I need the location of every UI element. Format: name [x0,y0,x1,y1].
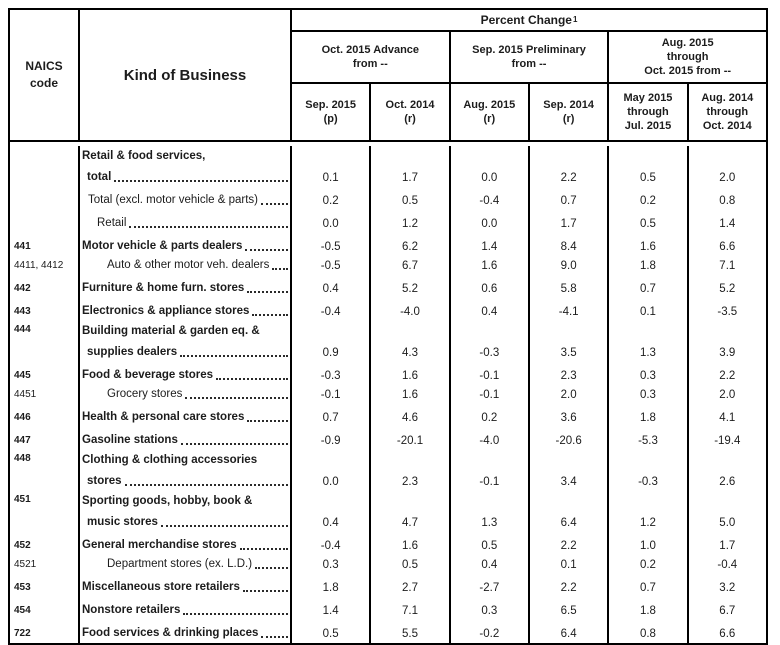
kind-of-business-cell [80,146,292,187]
group-line: Oct. 2015 Advance [321,44,420,56]
value-cell: 0.1 [292,146,371,187]
table-row [10,233,766,256]
value-cell: 9.0 [530,256,609,275]
value-cell: -0.9 [292,427,371,450]
value-cell: 1.0 [609,532,688,555]
column-line: (r) [483,113,496,125]
dot-leader [161,525,288,527]
kind-of-business-cell [80,256,292,275]
column-line: May 2015 [623,92,673,104]
table-row [10,404,766,427]
column-group-row [292,32,766,82]
column-header-oct-2014-r [371,84,450,140]
dot-leader [129,226,288,228]
value-cell: 0.4 [292,491,371,532]
value-cell: -0.4 [292,298,371,321]
column-header-sep-2015-p [292,84,371,140]
label-text: Gasoline stations [82,434,178,446]
group-line: from -- [511,58,547,70]
value-cell: -0.3 [609,450,688,491]
value-cell: -0.3 [451,321,530,362]
dot-leader [255,567,288,569]
value-cell: 1.6 [371,362,450,385]
value-cell: 0.0 [451,210,530,233]
kind-of-business-header [80,10,292,140]
table-row [10,321,766,362]
value-cell: 6.6 [719,241,736,253]
value-cell: 6.4 [530,620,609,643]
label-line [82,282,289,295]
label-line [82,604,289,617]
value-cell: 1.6 [609,233,688,256]
naics-code-cell: 443 [10,298,80,321]
value-cell: 1.8 [609,597,688,620]
value-cell: 0.8 [719,195,736,207]
percent-change-text: Percent Change [480,13,572,27]
value-cell: -4.1 [530,298,609,321]
value-cell: 0.1 [530,555,609,574]
table-row [10,210,766,233]
value-cell: 0.5 [292,620,371,643]
column-line: (p) [323,113,338,125]
value-cell: 0.3 [609,362,688,385]
value-cell: 2.2 [530,574,609,597]
value-cell: 2.0 [719,172,736,184]
value-cell: 0.4 [451,555,530,574]
value-cell: 0.9 [292,321,371,362]
label-text: Grocery stores [107,388,183,400]
value-cell: 4.7 [371,491,450,532]
column-header-sep-2014-r [530,84,609,140]
value-cell: -0.5 [292,256,371,275]
value-cell: 4.6 [371,404,450,427]
value-cell: 5.2 [719,283,736,295]
label-line [82,539,289,552]
label-text: Nonstore retailers [82,604,181,616]
kind-of-business-cell [80,597,292,620]
value-cell: 0.0 [292,210,371,233]
value-cell: -4.0 [451,427,530,450]
value-cell: 1.4 [292,597,371,620]
kind-of-business-cell [80,450,292,491]
column-line: through [706,106,749,118]
value-cell: 6.6 [719,628,736,640]
column-line: Sep. 2015 [305,99,357,111]
value-cell: 0.0 [292,450,371,491]
label-line [82,171,289,184]
label-text: Miscellaneous store retailers [82,581,240,593]
value-cell: -19.4 [714,435,741,447]
dot-leader [125,484,288,486]
dot-leader [183,613,288,615]
label-line [82,581,289,594]
value-cell: 2.3 [371,450,450,491]
table-row [10,256,766,275]
value-cell: 6.5 [530,597,609,620]
value-cell: 3.5 [530,321,609,362]
table-row [10,385,766,404]
kind-of-business-cell [80,233,292,256]
dot-leader [252,314,288,316]
label-line [82,388,289,401]
value-cell: 5.8 [530,275,609,298]
label-text: Health & personal care stores [82,411,245,423]
naics-code-cell: 451 [10,491,80,532]
table-row [10,275,766,298]
column-line: (r) [404,113,416,125]
label-text: Total (excl. motor vehicle & parts) [88,194,259,206]
label-text: total [87,171,112,183]
dot-leader [247,420,288,422]
value-cell: 0.5 [371,187,450,210]
label-line [82,516,289,529]
label-text: General merchandise stores [82,539,237,551]
label-text: Motor vehicle & parts dealers [82,240,243,252]
label-line [82,346,289,359]
value-cell: 7.1 [371,597,450,620]
value-cell: 1.4 [719,218,736,230]
label-line [82,240,289,253]
value-cell: -0.4 [292,532,371,555]
value-cell: 4.1 [719,412,736,424]
dot-leader [240,548,288,550]
value-cell: -0.4 [451,187,530,210]
kind-of-business-cell [80,321,292,362]
percent-change-table [8,8,768,645]
value-cell: 6.7 [371,256,450,275]
column-line: Jul. 2015 [624,120,672,132]
label-line [82,434,289,447]
value-cell: 7.1 [719,260,736,272]
label-text: Furniture & home furn. stores [82,282,245,294]
value-cell: 0.4 [292,275,371,298]
label-line [82,305,289,318]
value-cell: 8.4 [530,233,609,256]
label-text: Sporting goods, hobby, book & [82,495,253,507]
label-line [82,495,289,508]
label-line [82,558,289,571]
dot-leader [180,355,288,357]
value-cell: 0.7 [292,404,371,427]
label-text: Retail & food services, [82,150,206,162]
value-cell: 5.5 [371,620,450,643]
value-cell: 2.6 [719,476,736,488]
label-line [82,411,289,424]
label-text: supplies dealers [87,346,178,358]
naics-code-cell: 444 [10,321,80,362]
value-cell: 0.7 [609,275,688,298]
value-cell: 1.6 [371,532,450,555]
naics-code-header [10,10,80,140]
group-line: Sep. 2015 Preliminary [472,44,586,56]
table-row [10,362,766,385]
dot-leader [261,636,288,638]
kind-of-business-cell [80,404,292,427]
value-cell: 2.2 [530,146,609,187]
kind-of-business-cell [80,298,292,321]
table-header [10,10,766,142]
value-cell: -2.7 [451,574,530,597]
naics-code-cell: 445 [10,362,80,385]
naics-code-cell: 441 [10,233,80,256]
table-row [10,298,766,321]
column-line: Oct. 2014 [385,99,435,111]
value-cell: 0.5 [609,210,688,233]
value-cell: 3.2 [719,582,736,594]
table-row [10,450,766,491]
label-line [82,150,289,163]
value-cell: 0.7 [530,187,609,210]
dot-leader [216,378,288,380]
column-header-may-jul-2015 [609,84,688,140]
table-row [10,555,766,574]
value-cell: 0.2 [292,187,371,210]
column-line: Oct. 2014 [702,120,752,132]
value-cell: 2.0 [530,385,609,404]
label-line [82,217,289,230]
value-cell: -5.3 [609,427,688,450]
value-cell: 2.3 [530,362,609,385]
column-line: through [627,106,669,118]
value-cell: 0.7 [609,574,688,597]
value-cell: 1.2 [609,491,688,532]
value-cell: -20.6 [530,427,609,450]
dot-leader [185,397,288,399]
value-cell: 0.2 [609,555,688,574]
column-header-aug-oct-2014 [689,84,766,140]
column-header-aug-2015-r [451,84,530,140]
value-cell: 0.4 [451,298,530,321]
kind-of-business-cell [80,574,292,597]
label-line [82,194,289,207]
value-cell: -0.2 [451,620,530,643]
naics-code-cell: 722 [10,620,80,643]
kind-of-business-cell [80,275,292,298]
value-cell: -0.3 [292,362,371,385]
table-row [10,187,766,210]
value-cell: 5.2 [371,275,450,298]
label-line [82,627,289,640]
value-cell: -0.4 [717,559,738,571]
naics-code-cell: 442 [10,275,80,298]
value-cell: -3.5 [717,306,738,318]
naics-code-cell: 453 [10,574,80,597]
value-cell: 2.2 [719,370,736,382]
dot-leader [181,443,288,445]
naics-code-cell: 452 [10,532,80,555]
dot-leader [243,590,288,592]
label-text: stores [87,475,122,487]
label-text: Food & beverage stores [82,369,214,381]
label-text: Retail [97,217,127,229]
naics-code-cell: 447 [10,427,80,450]
dot-leader [245,249,288,251]
group-line: Oct. 2015 from -- [644,65,732,77]
value-cell: 0.1 [609,298,688,321]
label-line [82,259,289,272]
naics-code-cell: 4451 [10,385,80,404]
value-cell: 0.2 [451,404,530,427]
value-cell: -4.0 [371,298,450,321]
group-line: Aug. 2015 [661,37,714,49]
kind-of-business-cell [80,532,292,555]
value-cell: 6.7 [719,605,736,617]
value-cell: 1.6 [451,256,530,275]
value-cell: -20.1 [371,427,450,450]
group-header-oct-advance [292,32,451,82]
dot-leader [261,203,288,205]
table-row [10,532,766,555]
table-row [10,427,766,450]
value-cell: 0.0 [451,146,530,187]
value-cell: 2.0 [719,389,736,401]
value-cell: 5.0 [719,517,736,529]
table-row [10,146,766,187]
value-cell: 1.2 [371,210,450,233]
naics-code-cell [10,146,80,187]
group-line: through [666,51,709,63]
kind-of-business-cell [80,427,292,450]
table-row [10,597,766,620]
label-text: Auto & other motor veh. dealers [107,259,270,271]
column-line: Sep. 2014 [543,99,595,111]
column-header-row [292,82,766,140]
label-text: Food services & drinking places [82,627,259,639]
value-cell: 1.8 [609,404,688,427]
kind-of-business-cell [80,385,292,404]
value-cell: 3.9 [719,347,736,359]
value-cell: 3.4 [530,450,609,491]
naics-header-line2: code [29,76,58,90]
value-cell: 3.6 [530,404,609,427]
value-cell: 1.8 [609,256,688,275]
table-row [10,491,766,532]
naics-code-cell [10,187,80,210]
label-line [82,325,289,338]
value-cell: 2.7 [371,574,450,597]
label-text: Electronics & appliance stores [82,305,250,317]
value-cell: -0.1 [451,362,530,385]
value-cell: 1.7 [371,146,450,187]
naics-code-cell: 454 [10,597,80,620]
naics-header-line1: NAICS [25,59,63,73]
value-cell: 0.6 [451,275,530,298]
kind-of-business-cell [80,555,292,574]
value-cell: 1.6 [371,385,450,404]
value-cell: 6.4 [530,491,609,532]
table-row [10,574,766,597]
label-line [82,454,289,467]
naics-code-cell: 4411, 4412 [10,256,80,275]
label-text: Department stores (ex. L.D.) [107,558,253,570]
value-cell: -0.1 [451,385,530,404]
naics-code-cell: 446 [10,404,80,427]
value-cell: 0.3 [292,555,371,574]
percent-change-title: Percent Change 1 [292,10,766,32]
percent-change-section [292,10,766,140]
kind-of-business-cell [80,491,292,532]
group-line: from -- [352,58,388,70]
table-body [10,142,766,643]
value-cell: 0.5 [609,146,688,187]
label-line [82,475,289,488]
column-line: Aug. 2015 [463,99,516,111]
column-line: Aug. 2014 [701,92,754,104]
value-cell: 2.2 [530,532,609,555]
label-text: Clothing & clothing accessories [82,454,258,466]
value-cell: 0.3 [451,597,530,620]
label-line [82,369,289,382]
value-cell: 6.2 [371,233,450,256]
value-cell: 1.4 [451,233,530,256]
dot-leader [114,180,288,182]
kind-of-business-cell [80,210,292,233]
value-cell: 1.7 [719,540,736,552]
value-cell: 0.2 [609,187,688,210]
group-header-aug-through-oct [609,32,766,82]
value-cell: 0.5 [451,532,530,555]
value-cell: 0.5 [371,555,450,574]
naics-code-cell: 4521 [10,555,80,574]
kind-of-business-cell [80,362,292,385]
value-cell: 0.3 [609,385,688,404]
kind-of-business-cell [80,187,292,210]
naics-code-cell: 448 [10,450,80,491]
value-cell: -0.1 [451,450,530,491]
dot-leader [247,291,288,293]
value-cell: -0.1 [292,385,371,404]
value-cell: -0.5 [292,233,371,256]
value-cell: 1.8 [292,574,371,597]
value-cell: 1.7 [530,210,609,233]
dot-leader [272,268,288,270]
column-line: (r) [562,113,575,125]
label-text: Building material & garden eq. & [82,325,260,337]
value-cell: 0.8 [609,620,688,643]
group-header-sep-preliminary [451,32,610,82]
kind-of-business-label: Kind of Business [123,66,247,84]
naics-code-cell [10,210,80,233]
value-cell: 4.3 [371,321,450,362]
value-cell: 1.3 [451,491,530,532]
value-cell: 1.3 [609,321,688,362]
label-text: music stores [87,516,158,528]
